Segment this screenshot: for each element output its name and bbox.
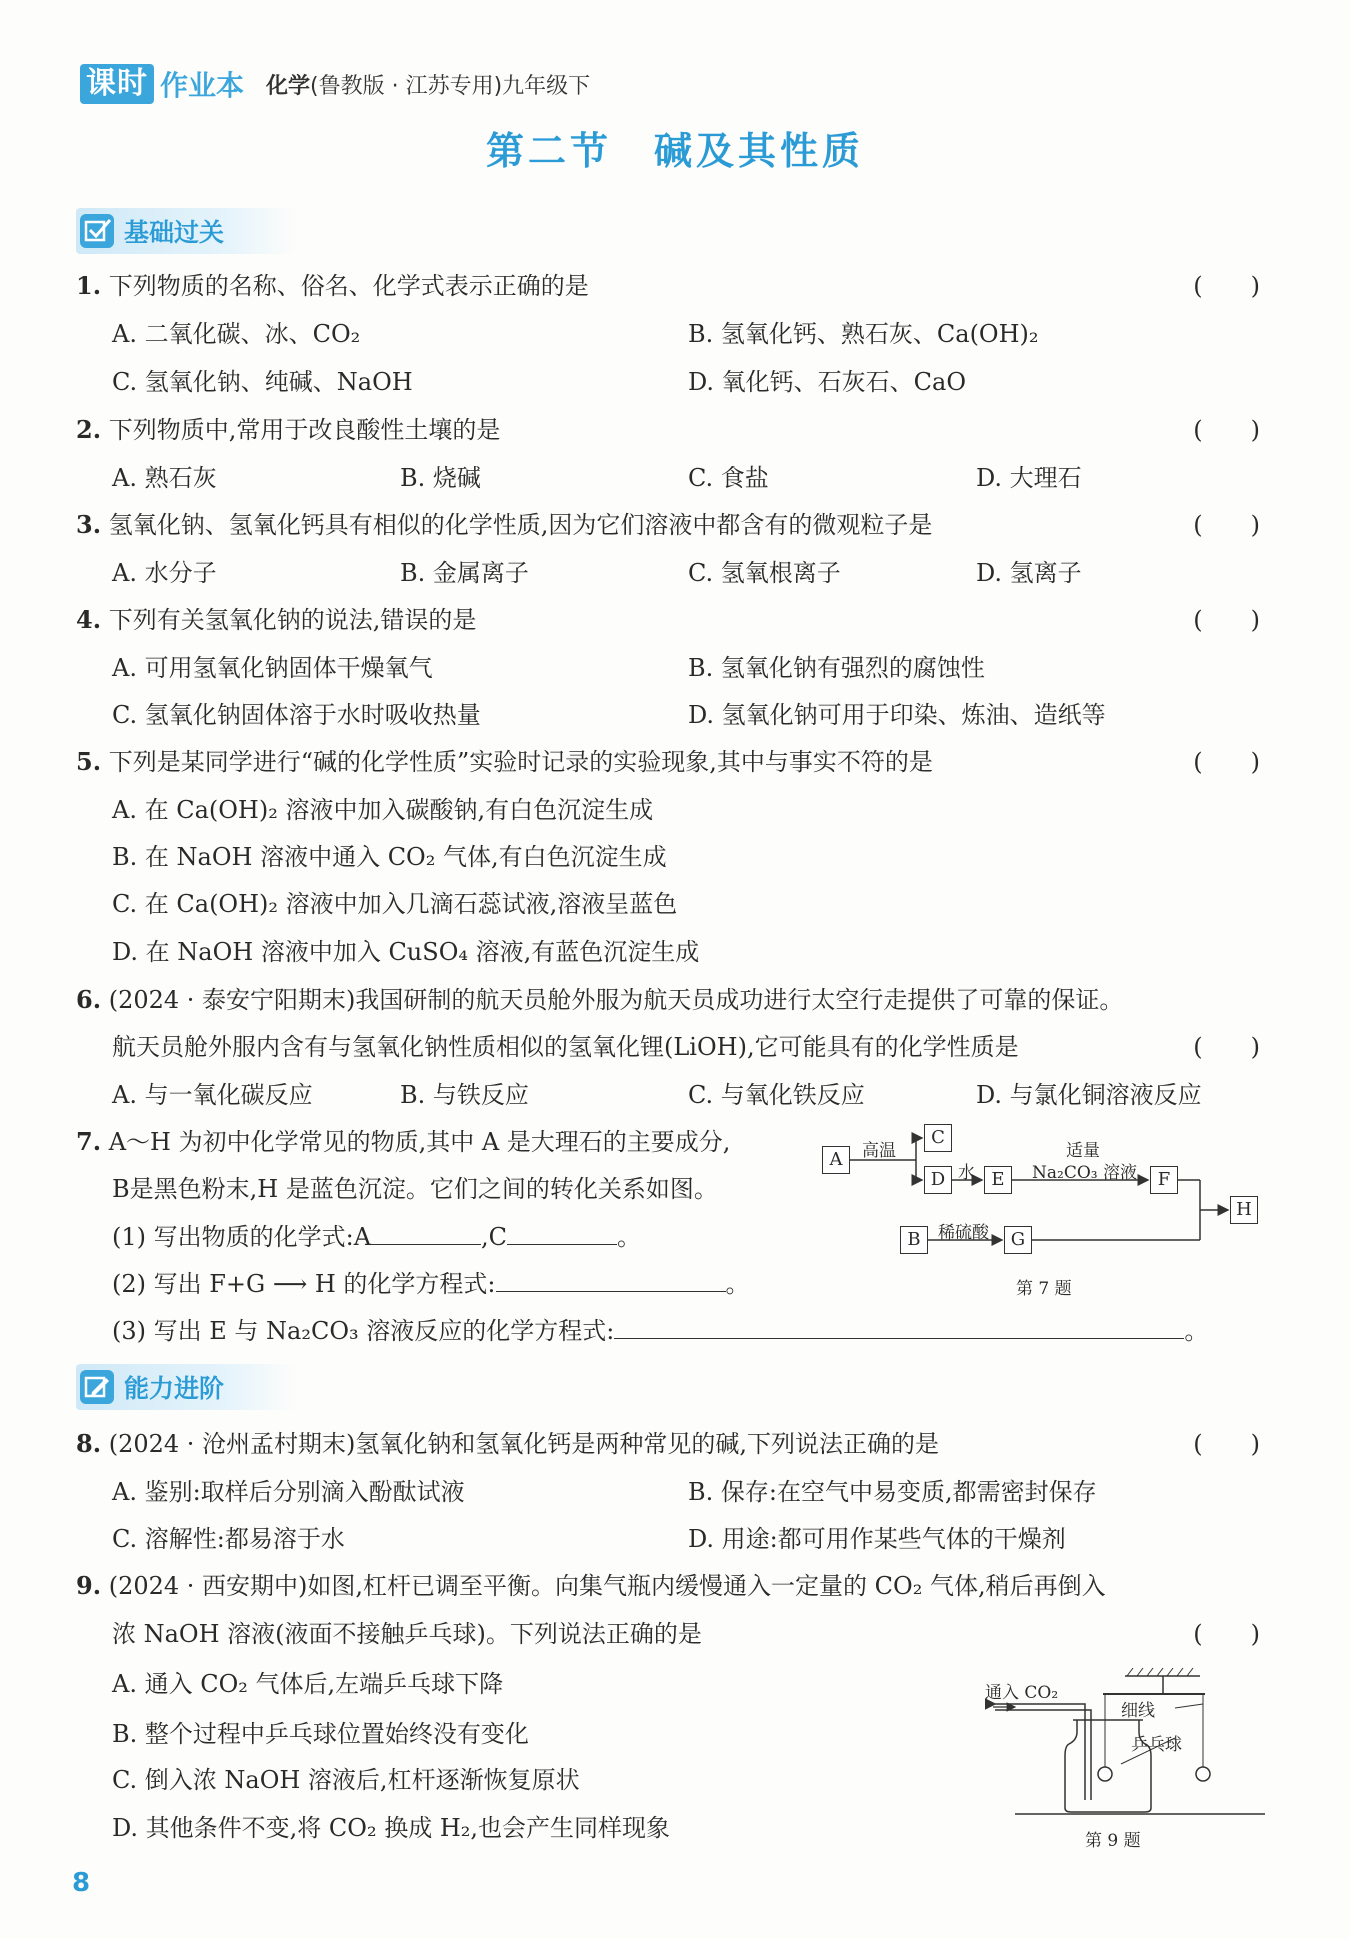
option-a: A. 在 Ca(OH)₂ 溶液中加入碳酸钠,有白色沉淀生成 (112, 796, 654, 824)
node-a: A (822, 1146, 850, 1174)
option-c: C. 与氧化铁反应 (688, 1081, 865, 1109)
sub-question-end: 。 (1184, 1317, 1209, 1345)
subtitle-rest: (鲁教版 · 江苏专用)九年级下 (310, 73, 591, 99)
option-c: C. 在 Ca(OH)₂ 溶液中加入几滴石蕊试液,溶液呈蓝色 (112, 890, 678, 918)
question-7 (76, 1122, 730, 1162)
option-d: D. 氢离子 (976, 559, 1082, 587)
option-a: A. 水分子 (112, 559, 217, 587)
question-stem: (2024 · 沧州孟村期末)氢氧化钠和氢氧化钙是两种常见的碱,下列说法正确的是 (108, 1430, 940, 1458)
question-4 (76, 600, 476, 640)
question-3 (76, 505, 932, 545)
option-d: D. 氢氧化钠可用于印染、炼油、造纸等 (688, 701, 1106, 729)
question-number: 2. (76, 415, 102, 444)
q7-flow-diagram (820, 1124, 1270, 1299)
question-1 (76, 266, 589, 306)
answer-paren: ( ) (1193, 1620, 1260, 1648)
checkbox-icon (80, 214, 114, 248)
question-number: 5. (76, 747, 102, 776)
pencil-icon (80, 1370, 114, 1404)
option-c: C. 氢氧根离子 (688, 559, 841, 587)
section-label: 基础过关 (124, 218, 225, 247)
question-stem: 氢氧化钠、氢氧化钙具有相似的化学性质,因为它们溶液中都含有的微观粒子是 (108, 511, 933, 539)
label-water: 水 (958, 1163, 975, 1183)
answer-blank[interactable] (507, 1218, 617, 1245)
question-5 (76, 742, 933, 782)
question-number: 9. (76, 1571, 102, 1600)
option-b: B. 金属离子 (400, 559, 529, 587)
question-stem-line2: 浓 NaOH 溶液(液面不接触乒乓球)。下列说法正确的是 (112, 1620, 702, 1648)
label-dilute-h2so4: 稀硫酸 (938, 1223, 989, 1243)
label-appropriate: 适量 (1066, 1141, 1100, 1161)
answer-blank[interactable] (614, 1312, 1184, 1339)
brand-text: 作业本 (160, 69, 245, 102)
sub-question-text: (2) 写出 F+G ⟶ H 的化学方程式: (112, 1270, 496, 1298)
section-advanced (76, 1364, 296, 1410)
label-high-temp: 高温 (862, 1141, 896, 1161)
answer-paren: ( ) (1193, 272, 1260, 300)
figure-caption: 第 9 题 (1085, 1831, 1141, 1851)
question-number: 4. (76, 605, 102, 634)
option-a: A. 与一氧化碳反应 (112, 1081, 313, 1109)
sub-question-text: ,C (481, 1223, 508, 1251)
question-number: 7. (76, 1127, 102, 1156)
question-stem: 下列物质的名称、俗名、化学式表示正确的是 (108, 272, 589, 300)
option-d: D. 大理石 (976, 464, 1082, 492)
option-c: C. 氢氧化钠固体溶于水时吸收热量 (112, 701, 481, 729)
question-stem: 下列是某同学进行“碱的化学性质”实验时记录的实验现象,其中与事实不符的是 (108, 748, 933, 776)
header-brand (80, 64, 590, 104)
sub-question-2 (112, 1264, 750, 1304)
option-c: C. 食盐 (688, 464, 769, 492)
option-c: C. 倒入浓 NaOH 溶液后,杠杆逐渐恢复原状 (112, 1766, 580, 1794)
question-2 (76, 410, 500, 450)
question-number: 6. (76, 985, 102, 1014)
answer-blank[interactable] (371, 1218, 481, 1245)
option-a: A. 通入 CO₂ 气体后,左端乒乓球下降 (112, 1670, 504, 1698)
lesson-title: 第二节 碱及其性质 (485, 128, 864, 173)
question-stem: (2024 · 泰安宁阳期末)我国研制的航天员舱外服为航天员成功进行太空行走提供了可靠的保证。 (108, 986, 1124, 1014)
sub-question-1 (112, 1217, 641, 1257)
option-c: C. 溶解性:都易溶于水 (112, 1525, 345, 1553)
answer-paren: ( ) (1193, 606, 1260, 634)
label-co2-inlet: 通入 CO₂ (985, 1683, 1059, 1703)
option-d: D. 在 NaOH 溶液中加入 CuSO₄ 溶液,有蓝色沉淀生成 (112, 938, 700, 966)
option-d: D. 氧化钙、石灰石、CaO (688, 368, 966, 396)
label-ping-pong-ball: 乒乓球 (1131, 1735, 1182, 1755)
label-na2co3: Na₂CO₃ 溶液 (1032, 1163, 1137, 1183)
option-a: A. 可用氢氧化钠固体干燥氧气 (112, 654, 433, 682)
option-b: B. 氢氧化钙、熟石灰、Ca(OH)₂ (688, 320, 1039, 348)
question-stem: 下列物质中,常用于改良酸性土壤的是 (108, 416, 501, 444)
page-number: 8 (72, 1868, 91, 1898)
question-number: 8. (76, 1429, 102, 1458)
question-8 (76, 1424, 939, 1464)
answer-paren: ( ) (1193, 1033, 1260, 1061)
option-b: B. 保存:在空气中易变质,都需密封保存 (688, 1478, 1097, 1506)
node-f: F (1150, 1166, 1178, 1194)
answer-paren: ( ) (1193, 1430, 1260, 1458)
option-a: A. 鉴别:取样后分别滴入酚酞试液 (112, 1478, 465, 1506)
question-number: 1. (76, 271, 102, 300)
node-e: E (984, 1166, 1012, 1194)
sub-question-text: (3) 写出 E 与 Na₂CO₃ 溶液反应的化学方程式: (112, 1317, 615, 1345)
sub-question-3 (112, 1311, 1208, 1351)
answer-paren: ( ) (1193, 511, 1260, 539)
option-a: A. 熟石灰 (112, 464, 217, 492)
answer-paren: ( ) (1193, 416, 1260, 444)
answer-blank[interactable] (496, 1265, 726, 1292)
question-number: 3. (76, 510, 102, 539)
question-stem: A～H 为初中化学常见的物质,其中 A 是大理石的主要成分, (108, 1128, 731, 1156)
book-subtitle (266, 69, 590, 100)
option-b: B. 烧碱 (400, 464, 481, 492)
node-g: G (1004, 1226, 1032, 1254)
sub-question-end: 。 (617, 1223, 642, 1251)
sub-question-end: 。 (725, 1270, 750, 1298)
option-d: D. 与氯化铜溶液反应 (976, 1081, 1202, 1109)
figure-caption: 第 7 题 (1016, 1279, 1072, 1299)
option-b: B. 整个过程中乒乓球位置始终没有变化 (112, 1720, 529, 1748)
node-h: H (1230, 1196, 1258, 1224)
node-c: C (924, 1124, 952, 1152)
option-d: D. 用途:都可用作某些气体的干燥剂 (688, 1525, 1066, 1553)
label-thread: 细线 (1121, 1701, 1155, 1721)
brand-badge: 课时 (80, 64, 154, 104)
node-b: B (900, 1226, 928, 1254)
option-c: C. 氢氧化钠、纯碱、NaOH (112, 368, 413, 396)
answer-paren: ( ) (1193, 748, 1260, 776)
option-b: B. 在 NaOH 溶液中通入 CO₂ 气体,有白色沉淀生成 (112, 843, 667, 871)
question-stem-line2: 航天员舱外服内含有与氢氧化钠性质相似的氢氧化锂(LiOH),它可能具有的化学性质是 (112, 1033, 1019, 1061)
node-d: D (924, 1166, 952, 1194)
option-d: D. 其他条件不变,将 CO₂ 换成 H₂,也会产生同样现象 (112, 1814, 670, 1842)
q9-lever-figure (985, 1660, 1275, 1850)
option-b: B. 氢氧化钠有强烈的腐蚀性 (688, 654, 985, 682)
question-stem: 下列有关氢氧化钠的说法,错误的是 (108, 606, 477, 634)
section-label: 能力进阶 (124, 1374, 225, 1403)
question-stem-line2: B是黑色粉末,H 是蓝色沉淀。它们之间的转化关系如图。 (112, 1175, 718, 1203)
sub-question-text: (1) 写出物质的化学式:A (112, 1223, 372, 1251)
option-a: A. 二氧化碳、冰、CO₂ (112, 320, 361, 348)
option-b: B. 与铁反应 (400, 1081, 529, 1109)
section-basic (76, 208, 296, 254)
question-6 (76, 980, 1123, 1020)
subject-label: 化学 (266, 73, 311, 99)
question-stem: (2024 · 西安期中)如图,杠杆已调至平衡。向集气瓶内缓慢通入一定量的 CO₂ 气体,稍后再倒入 (108, 1572, 1106, 1600)
question-9 (76, 1566, 1106, 1606)
